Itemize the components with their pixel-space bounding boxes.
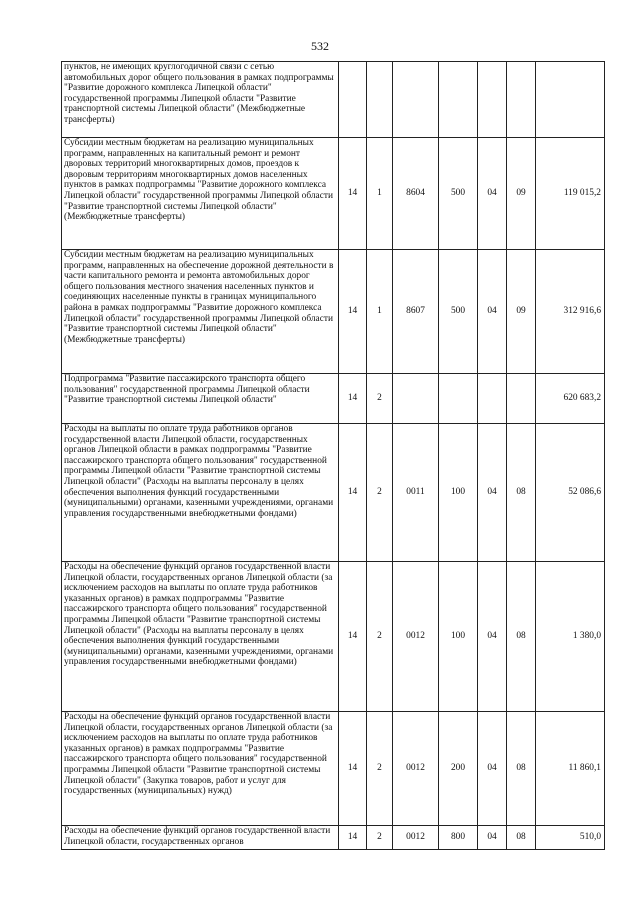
cell-subprogram: 2	[367, 424, 393, 562]
table-row	[62, 250, 605, 374]
cell-expense-type: 100	[439, 562, 478, 712]
table-row	[62, 374, 605, 424]
row-description: Расходы на обеспечение функций органов государственной власти Липецкой области, государственных органов Липецкой области (за исключением расходов на выплаты по оплате труда работников указанных органов) в рамках подпрограммы "Развитие пассажирского транспорта общего пользования" государственной программы Липецкой области "Развитие транспортной системы Липецкой области" (Расходы на выплаты персоналу в целях обеспечения выполнения функций государственными (муниципальными) органами, казенными учреждениями, органами управления государственными внебюджетными фондами)	[62, 562, 339, 712]
cell-subprogram	[367, 62, 393, 138]
row-description: Расходы на обеспечение функций органов государственной власти Липецкой области, государственных органов	[62, 826, 339, 850]
page-number: 532	[311, 39, 329, 53]
cell-section: 04	[478, 712, 507, 826]
cell-section: 04	[478, 562, 507, 712]
cell-program: 14	[339, 138, 367, 250]
cell-subprogram: 2	[367, 712, 393, 826]
table-row	[62, 424, 605, 562]
cell-amount	[536, 62, 605, 138]
cell-expense-type: 100	[439, 424, 478, 562]
cell-subsection: 08	[507, 424, 536, 562]
cell-section: 04	[478, 826, 507, 850]
cell-direction	[393, 62, 439, 138]
row-description: пунктов, не имеющих круглогодичной связи с сетью автомобильных дорог общего пользования в рамках подпрограммы "Развитие дорожного комплекса Липецкой области" государственной программы Липецкой области "Развитие транспортной системы Липецкой области" (Межбюджетные трансферты)	[62, 62, 339, 138]
cell-section: 04	[478, 424, 507, 562]
table-row	[62, 138, 605, 250]
cell-program: 14	[339, 712, 367, 826]
cell-direction: 0012	[393, 712, 439, 826]
cell-subprogram: 2	[367, 374, 393, 424]
cell-subprogram: 2	[367, 562, 393, 712]
cell-direction: 0011	[393, 424, 439, 562]
cell-program: 14	[339, 424, 367, 562]
cell-amount: 52 086,6	[536, 424, 605, 562]
cell-subsection: 09	[507, 138, 536, 250]
cell-section	[478, 62, 507, 138]
row-description: Субсидии местным бюджетам на реализацию муниципальных программ, направленных на капитальный ремонт и ремонт дворовых территорий многоквартирных домов, проездов к дворовым территориям многоквартирных домов населенных пунктов в рамках подпрограммы "Развитие дорожного комплекса Липецкой области" государственной программы Липецкой области "Развитие транспортной системы Липецкой области" (Межбюджетные трансферты)	[62, 138, 339, 250]
cell-section: 04	[478, 138, 507, 250]
cell-amount: 119 015,2	[536, 138, 605, 250]
cell-subsection: 08	[507, 562, 536, 712]
cell-amount: 11 860,1	[536, 712, 605, 826]
cell-program: 14	[339, 562, 367, 712]
cell-amount: 620 683,2	[536, 374, 605, 424]
cell-expense-type	[439, 374, 478, 424]
cell-expense-type: 500	[439, 138, 478, 250]
table-row	[62, 562, 605, 712]
cell-subsection	[507, 62, 536, 138]
cell-subsection: 09	[507, 250, 536, 374]
budget-table	[61, 61, 605, 850]
cell-expense-type: 200	[439, 712, 478, 826]
cell-subsection: 08	[507, 712, 536, 826]
row-description: Расходы на выплаты по оплате труда работников органов государственной власти Липецкой области, государственных органов Липецкой области в рамках подпрограммы "Развитие пассажирского транспорта общего пользования" государственной программы Липецкой области "Развитие транспортной системы Липецкой области" (Расходы на выплаты персоналу в целях обеспечения выполнения функций государственными (муниципальными) органами, казенными учреждениями, органами управления государственными внебюджетными фондами)	[62, 424, 339, 562]
cell-direction: 8604	[393, 138, 439, 250]
cell-subprogram: 1	[367, 250, 393, 374]
cell-amount: 510,0	[536, 826, 605, 850]
cell-program: 14	[339, 826, 367, 850]
cell-subsection	[507, 374, 536, 424]
cell-subsection: 08	[507, 826, 536, 850]
cell-direction: 8607	[393, 250, 439, 374]
row-description: Подпрограмма "Развитие пассажирского транспорта общего пользования" государственной программы Липецкой области "Развитие транспортной системы Липецкой области"	[62, 374, 339, 424]
cell-expense-type: 500	[439, 250, 478, 374]
table-row	[62, 826, 605, 850]
cell-expense-type	[439, 62, 478, 138]
cell-program: 14	[339, 250, 367, 374]
cell-amount: 1 380,0	[536, 562, 605, 712]
row-description: Субсидии местным бюджетам на реализацию муниципальных программ, направленных на обеспечение дорожной деятельности в части капитального ремонта и ремонта автомобильных дорог общего пользования местного значения населенных пунктов и соединяющих населенные пункты в границах муниципального района в рамках подпрограммы "Развитие дорожного комплекса Липецкой области" государственной программы Липецкой области "Развитие транспортной системы Липецкой области" (Межбюджетные трансферты)	[62, 250, 339, 374]
cell-direction: 0012	[393, 562, 439, 712]
cell-amount: 312 916,6	[536, 250, 605, 374]
table-row	[62, 712, 605, 826]
cell-section	[478, 374, 507, 424]
cell-program	[339, 62, 367, 138]
cell-program: 14	[339, 374, 367, 424]
table-row	[62, 62, 605, 138]
row-description: Расходы на обеспечение функций органов государственной власти Липецкой области, государственных органов Липецкой области (за исключением расходов на выплаты по оплате труда работников указанных органов) в рамках подпрограммы "Развитие пассажирского транспорта общего пользования" государственной программы Липецкой области "Развитие транспортной системы Липецкой области" (Закупка товаров, работ и услуг для государственных (муниципальных) нужд)	[62, 712, 339, 826]
cell-expense-type: 800	[439, 826, 478, 850]
cell-direction	[393, 374, 439, 424]
cell-subprogram: 1	[367, 138, 393, 250]
cell-subprogram: 2	[367, 826, 393, 850]
cell-section: 04	[478, 250, 507, 374]
cell-direction: 0012	[393, 826, 439, 850]
